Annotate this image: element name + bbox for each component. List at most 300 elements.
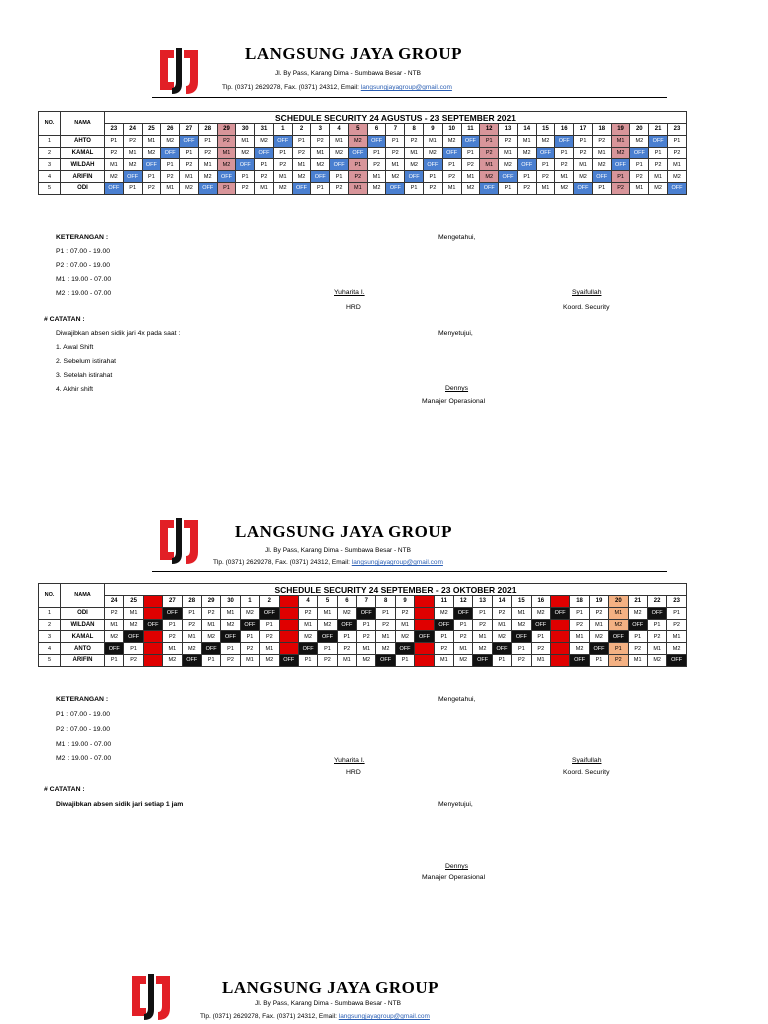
shift-cell: P2 — [273, 159, 292, 171]
shift-cell: P1 — [550, 619, 569, 631]
shift-cell: P1 — [348, 159, 367, 171]
row-number: 2 — [39, 147, 61, 159]
shift-cell: P1 — [221, 643, 240, 655]
shift-cell: M2 — [592, 159, 611, 171]
row-number: 1 — [39, 607, 61, 619]
shift-cell: M2 — [647, 654, 666, 666]
shift-cell: P2 — [550, 631, 569, 643]
shift-cell: P2 — [454, 631, 473, 643]
shift-cell: M1 — [517, 135, 536, 147]
shift-cell: M1 — [647, 643, 666, 655]
shift-cell: P2 — [198, 147, 217, 159]
row-number: 3 — [39, 159, 61, 171]
shift-cell: M1 — [555, 171, 574, 183]
day-header: 31 — [255, 124, 274, 136]
shift-cell: OFF — [330, 159, 349, 171]
row-number: 1 — [39, 135, 61, 147]
shift-cell: P1 — [630, 159, 649, 171]
day-header: 5 — [348, 124, 367, 136]
shift-cell: OFF — [124, 631, 143, 643]
shift-cell: P2 — [647, 631, 666, 643]
shift-cell: P1 — [123, 182, 142, 194]
shift-cell: M2 — [376, 643, 395, 655]
shift-cell: M1 — [589, 619, 608, 631]
shift-cell: P2 — [434, 643, 453, 655]
shift-cell: OFF — [255, 147, 274, 159]
day-header: 12 — [454, 596, 473, 608]
shift-cell: P1 — [105, 135, 124, 147]
shift-cell: OFF — [180, 135, 199, 147]
shift-cell: P2 — [143, 643, 162, 655]
shift-cell: OFF — [592, 171, 611, 183]
shift-cell: P2 — [180, 159, 199, 171]
catatan-label: # CATATAN : — [44, 316, 85, 323]
shift-cell: P2 — [221, 654, 240, 666]
shift-cell: OFF — [550, 607, 569, 619]
day-header: 10 — [415, 596, 434, 608]
day-header: 28 — [182, 596, 201, 608]
day-header: 18 — [570, 596, 589, 608]
shift-cell: P2 — [628, 643, 647, 655]
shift-cell: OFF — [123, 171, 142, 183]
shift-cell: P2 — [236, 182, 255, 194]
shift-cell: P1 — [198, 135, 217, 147]
shift-cell: P1 — [124, 643, 143, 655]
day-header: 11 — [434, 596, 453, 608]
shift-cell: M1 — [367, 171, 386, 183]
shift-cell: M1 — [142, 135, 161, 147]
shift-cell: P1 — [273, 147, 292, 159]
shift-cell: P1 — [480, 135, 499, 147]
shift-cell: OFF — [198, 182, 217, 194]
shift-cell: P1 — [311, 182, 330, 194]
row-number: 4 — [39, 171, 61, 183]
company-name: LANGSUNG JAYA GROUP — [235, 522, 453, 541]
shift-cell: M1 — [395, 619, 414, 631]
company-name: LANGSUNG JAYA GROUP — [222, 978, 440, 997]
schedule-title: SCHEDULE SECURITY 24 SEPTEMBER - 23 OKTOBER 2021 — [105, 584, 687, 596]
shift-cell: M1 — [198, 159, 217, 171]
shift-cell: OFF — [405, 171, 424, 183]
contact-phone-fax: Tlp. (0371) 2629278, Fax. (0371) 24312, Email: — [200, 1013, 339, 1020]
shift-cell: M1 — [161, 182, 180, 194]
shift-cell: P2 — [480, 147, 499, 159]
day-header: 9 — [395, 596, 414, 608]
shift-cell: M2 — [492, 631, 511, 643]
shift-cell: P2 — [512, 654, 531, 666]
shift-cell: P1 — [236, 171, 255, 183]
shift-cell: M1 — [260, 643, 279, 655]
guard-name: ANTO — [61, 643, 105, 655]
shift-cell: M1 — [236, 135, 255, 147]
shift-cell: M1 — [201, 619, 220, 631]
company-address: Jl. By Pass, Karang Dima - Sumbawa Besar - NTB — [255, 1000, 401, 1007]
shift-cell: P2 — [405, 135, 424, 147]
guard-name: KAMAL — [61, 631, 105, 643]
shift-cell: M2 — [424, 147, 443, 159]
shift-cell: P2 — [201, 607, 220, 619]
day-header: 25 — [124, 596, 143, 608]
shift-note: M1 : 19.00 - 07.00 — [56, 741, 112, 748]
shift-cell: P1 — [142, 171, 161, 183]
shift-cell: OFF — [589, 643, 608, 655]
company-address: Jl. By Pass, Karang Dima - Sumbawa Besar - NTB — [275, 70, 421, 77]
shift-cell: P2 — [492, 607, 511, 619]
shift-cell: M1 — [298, 619, 317, 631]
shift-note: M2 : 19.00 - 07.00 — [56, 290, 112, 297]
shift-note: M2 : 19.00 - 07.00 — [56, 755, 112, 762]
day-header: 7 — [357, 596, 376, 608]
day-header: 17 — [574, 124, 593, 136]
shift-cell: P1 — [405, 182, 424, 194]
day-header: 6 — [337, 596, 356, 608]
shift-cell: P2 — [592, 135, 611, 147]
day-header: 27 — [163, 596, 182, 608]
company-address: Jl. By Pass, Karang Dima - Sumbawa Besar - NTB — [265, 547, 411, 554]
shift-cell: P2 — [517, 182, 536, 194]
company-logo — [124, 970, 178, 1024]
shift-cell: OFF — [201, 643, 220, 655]
signatory-security-name: Syaifullah — [572, 757, 602, 764]
company-email[interactable]: langsungjayagroup@gmail.com — [360, 84, 452, 91]
column-header-name: NAMA — [61, 584, 105, 608]
shift-cell: P2 — [499, 135, 518, 147]
shift-cell: OFF — [531, 619, 550, 631]
day-header: 28 — [198, 124, 217, 136]
shift-cell: P1 — [628, 631, 647, 643]
schedule-title: SCHEDULE SECURITY 24 AGUSTUS - 23 SEPTEMBER 2021 — [105, 112, 687, 124]
shift-cell: M2 — [499, 159, 518, 171]
shift-cell: P2 — [531, 643, 550, 655]
shift-cell: M1 — [163, 643, 182, 655]
shift-cell: M1 — [611, 135, 630, 147]
shift-cell: M2 — [609, 619, 628, 631]
shift-cell: OFF — [143, 619, 162, 631]
shift-cell: P1 — [574, 135, 593, 147]
shift-cell: M1 — [649, 171, 668, 183]
shift-cell: P1 — [434, 631, 453, 643]
shift-cell: P1 — [298, 654, 317, 666]
shift-cell: OFF — [574, 182, 593, 194]
day-header: 21 — [628, 596, 647, 608]
shift-cell: P2 — [357, 631, 376, 643]
shift-cell: M1 — [182, 631, 201, 643]
shift-cell: M1 — [348, 182, 367, 194]
day-header: 24 — [105, 596, 124, 608]
shift-cell: P2 — [461, 159, 480, 171]
day-header: 29 — [201, 596, 220, 608]
day-header: 30 — [221, 596, 240, 608]
shift-cell: OFF — [517, 159, 536, 171]
shift-cell: P1 — [415, 643, 434, 655]
shift-cell: P1 — [279, 607, 298, 619]
day-header: 24 — [123, 124, 142, 136]
day-header: 15 — [512, 596, 531, 608]
shift-cell: M1 — [217, 147, 236, 159]
shift-cell: P1 — [201, 654, 220, 666]
shift-cell: M1 — [279, 631, 298, 643]
shift-cell: M2 — [536, 135, 555, 147]
keterangan-label: KETERANGAN : — [56, 234, 109, 241]
shift-cell: P1 — [367, 147, 386, 159]
shift-cell: P2 — [589, 607, 608, 619]
shift-cell: M1 — [311, 147, 330, 159]
company-email[interactable]: langsungjayagroup@gmail.com — [351, 559, 443, 566]
shift-cell: M2 — [667, 643, 687, 655]
shift-cell: M2 — [628, 607, 647, 619]
day-header: 8 — [405, 124, 424, 136]
day-header: 4 — [330, 124, 349, 136]
day-header: 8 — [376, 596, 395, 608]
day-header: 6 — [367, 124, 386, 136]
shift-note: P2 : 07.00 - 19.00 — [56, 726, 111, 733]
menyetujui-label: Menyetujui, — [438, 330, 473, 337]
shift-cell: M1 — [124, 607, 143, 619]
guard-name: KAMAL — [61, 147, 105, 159]
shift-cell: M1 — [667, 631, 687, 643]
shift-cell: P2 — [292, 147, 311, 159]
shift-cell: P2 — [442, 171, 461, 183]
shift-cell: P1 — [555, 147, 574, 159]
guard-name: WILDAH — [61, 159, 105, 171]
day-header: 16 — [555, 124, 574, 136]
shift-cell: M1 — [630, 182, 649, 194]
day-header: 18 — [592, 124, 611, 136]
shift-cell: OFF — [279, 654, 298, 666]
shift-cell: P2 — [142, 182, 161, 194]
shift-note: P1 : 07.00 - 19.00 — [56, 248, 111, 255]
shift-cell: M2 — [589, 631, 608, 643]
guard-name: WILDAN — [61, 619, 105, 631]
shift-cell: M1 — [592, 147, 611, 159]
shift-cell: M2 — [395, 631, 414, 643]
shift-cell: P1 — [143, 631, 162, 643]
shift-cell: OFF — [311, 171, 330, 183]
row-number: 5 — [39, 654, 61, 666]
shift-cell: M2 — [198, 171, 217, 183]
day-header: 30 — [236, 124, 255, 136]
shift-cell: OFF — [105, 643, 124, 655]
shift-cell: P1 — [517, 171, 536, 183]
shift-cell: M1 — [461, 171, 480, 183]
day-header: 5 — [318, 596, 337, 608]
shift-cell: M2 — [415, 619, 434, 631]
shift-cell: M2 — [649, 182, 668, 194]
day-header: 3 — [279, 596, 298, 608]
column-header-name: NAMA — [61, 112, 105, 136]
shift-cell: M1 — [376, 631, 395, 643]
signatory-hrd-name: Yuharita I. — [334, 757, 365, 764]
day-header: 16 — [531, 596, 550, 608]
shift-cell: M2 — [217, 159, 236, 171]
shift-cell: M2 — [473, 643, 492, 655]
shift-cell: P1 — [570, 607, 589, 619]
day-header: 12 — [480, 124, 499, 136]
day-header: 1 — [240, 596, 259, 608]
shift-cell: M1 — [480, 159, 499, 171]
shift-cell: M2 — [531, 607, 550, 619]
day-header: 4 — [298, 596, 317, 608]
day-header: 19 — [611, 124, 630, 136]
shift-cell: P1 — [163, 619, 182, 631]
shift-cell: OFF — [647, 607, 666, 619]
shift-cell: OFF — [415, 631, 434, 643]
shift-cell: P2 — [555, 159, 574, 171]
shift-cell: M1 — [255, 182, 274, 194]
shift-cell: OFF — [570, 654, 589, 666]
day-header: 14 — [517, 124, 536, 136]
shift-cell: OFF — [536, 147, 555, 159]
shift-cell: M1 — [105, 619, 124, 631]
shift-cell: M1 — [415, 607, 434, 619]
shift-cell: OFF — [434, 619, 453, 631]
shift-cell: P1 — [260, 619, 279, 631]
shift-cell: M2 — [611, 147, 630, 159]
shift-cell: P1 — [461, 147, 480, 159]
day-header: 3 — [311, 124, 330, 136]
shift-cell: P2 — [240, 643, 259, 655]
shift-cell: P1 — [182, 607, 201, 619]
shift-cell: OFF — [367, 135, 386, 147]
day-header: 2 — [292, 124, 311, 136]
shift-cell: OFF — [142, 159, 161, 171]
shift-cell: M2 — [454, 654, 473, 666]
shift-cell: M2 — [273, 182, 292, 194]
day-header: 2 — [260, 596, 279, 608]
shift-cell: P2 — [105, 607, 124, 619]
shift-cell: OFF — [292, 182, 311, 194]
shift-cell: P1 — [492, 654, 511, 666]
column-header-no: NO. — [39, 584, 61, 608]
shift-cell: M1 — [292, 159, 311, 171]
column-header-no: NO. — [39, 112, 61, 136]
catatan-line: 3. Setelah istirahat — [56, 372, 113, 379]
shift-cell: OFF — [221, 631, 240, 643]
shift-cell: M1 — [330, 135, 349, 147]
shift-cell: M2 — [570, 643, 589, 655]
shift-cell: M2 — [348, 135, 367, 147]
shift-cell: P1 — [376, 607, 395, 619]
shift-cell: M2 — [434, 607, 453, 619]
day-header: 7 — [386, 124, 405, 136]
shift-cell: M2 — [236, 147, 255, 159]
shift-cell: M2 — [124, 619, 143, 631]
shift-cell: M2 — [667, 171, 686, 183]
shift-cell: P2 — [182, 619, 201, 631]
shift-cell: P1 — [512, 643, 531, 655]
shift-cell: M1 — [570, 631, 589, 643]
shift-cell: M2 — [292, 171, 311, 183]
shift-cell: P1 — [442, 159, 461, 171]
shift-cell: OFF — [667, 654, 687, 666]
signatory-security-name: Syaifullah — [572, 289, 602, 296]
shift-cell: M1 — [512, 607, 531, 619]
shift-cell: P2 — [330, 182, 349, 194]
shift-cell: P2 — [260, 631, 279, 643]
shift-note: P2 : 07.00 - 19.00 — [56, 262, 111, 269]
shift-cell: M2 — [105, 171, 124, 183]
shift-cell: M1 — [105, 159, 124, 171]
shift-cell: P2 — [367, 159, 386, 171]
shift-cell: P1 — [424, 171, 443, 183]
signatory-manager-name: Dennys — [445, 385, 469, 392]
keterangan-label: KETERANGAN : — [56, 696, 109, 703]
shift-cell: M2 — [260, 654, 279, 666]
shift-cell: P1 — [536, 159, 555, 171]
day-header: 20 — [630, 124, 649, 136]
shift-cell: OFF — [555, 135, 574, 147]
shift-cell: M2 — [442, 135, 461, 147]
shift-cell: P2 — [574, 147, 593, 159]
shift-cell: P1 — [217, 182, 236, 194]
shift-cell: P1 — [531, 631, 550, 643]
catatan-line: 1. Awal Shift — [56, 344, 94, 351]
company-email[interactable]: langsungjayagroup@gmail.com — [338, 1013, 430, 1020]
shift-cell: P1 — [255, 159, 274, 171]
day-header: 19 — [589, 596, 608, 608]
day-header: 13 — [499, 124, 518, 136]
shift-cell: OFF — [298, 643, 317, 655]
shift-cell: P1 — [330, 171, 349, 183]
shift-cell: P2 — [415, 654, 434, 666]
company-contact — [200, 1013, 430, 1020]
shift-cell: OFF — [512, 631, 531, 643]
shift-cell: P2 — [318, 654, 337, 666]
shift-cell: OFF — [236, 159, 255, 171]
guard-name: ARIFIN — [61, 654, 105, 666]
shift-cell: P1 — [647, 619, 666, 631]
day-header: 13 — [473, 596, 492, 608]
guard-name: AHTO — [61, 135, 105, 147]
shift-cell: P2 — [667, 147, 686, 159]
shift-cell: OFF — [105, 182, 124, 194]
mengetahui-label: Mengetahui, — [438, 234, 476, 241]
shift-cell: M1 — [273, 171, 292, 183]
shift-cell: P1 — [611, 171, 630, 183]
shift-cell: P2 — [424, 182, 443, 194]
shift-cell: OFF — [182, 654, 201, 666]
signatory-manager-role: Manajer Operasional — [422, 874, 486, 881]
catatan-line: Diwajibkan absen sidik jari 4x pada saat : — [56, 330, 181, 337]
shift-cell: P1 — [473, 607, 492, 619]
shift-cell: P1 — [499, 182, 518, 194]
shift-cell: M2 — [337, 607, 356, 619]
shift-cell: M1 — [609, 607, 628, 619]
company-name: LANGSUNG JAYA GROUP — [245, 44, 463, 63]
day-header: 14 — [492, 596, 511, 608]
day-header: 15 — [536, 124, 555, 136]
shift-cell: M2 — [357, 654, 376, 666]
shift-cell: M1 — [357, 643, 376, 655]
shift-cell: P2 — [217, 135, 236, 147]
shift-cell: OFF — [318, 631, 337, 643]
day-header: 26 — [143, 596, 162, 608]
day-header: 23 — [105, 124, 124, 136]
shift-cell: P2 — [630, 171, 649, 183]
shift-cell: M1 — [386, 159, 405, 171]
day-header: 1 — [273, 124, 292, 136]
shift-cell: OFF — [442, 147, 461, 159]
shift-cell: M1 — [405, 147, 424, 159]
shift-cell: P2 — [279, 619, 298, 631]
shift-cell: OFF — [473, 654, 492, 666]
shift-cell: M1 — [123, 147, 142, 159]
shift-cell: P2 — [536, 171, 555, 183]
signatory-hrd-name: Yuharita I. — [334, 289, 365, 296]
shift-cell: M1 — [454, 643, 473, 655]
shift-cell: M2 — [298, 631, 317, 643]
shift-cell: OFF — [348, 147, 367, 159]
